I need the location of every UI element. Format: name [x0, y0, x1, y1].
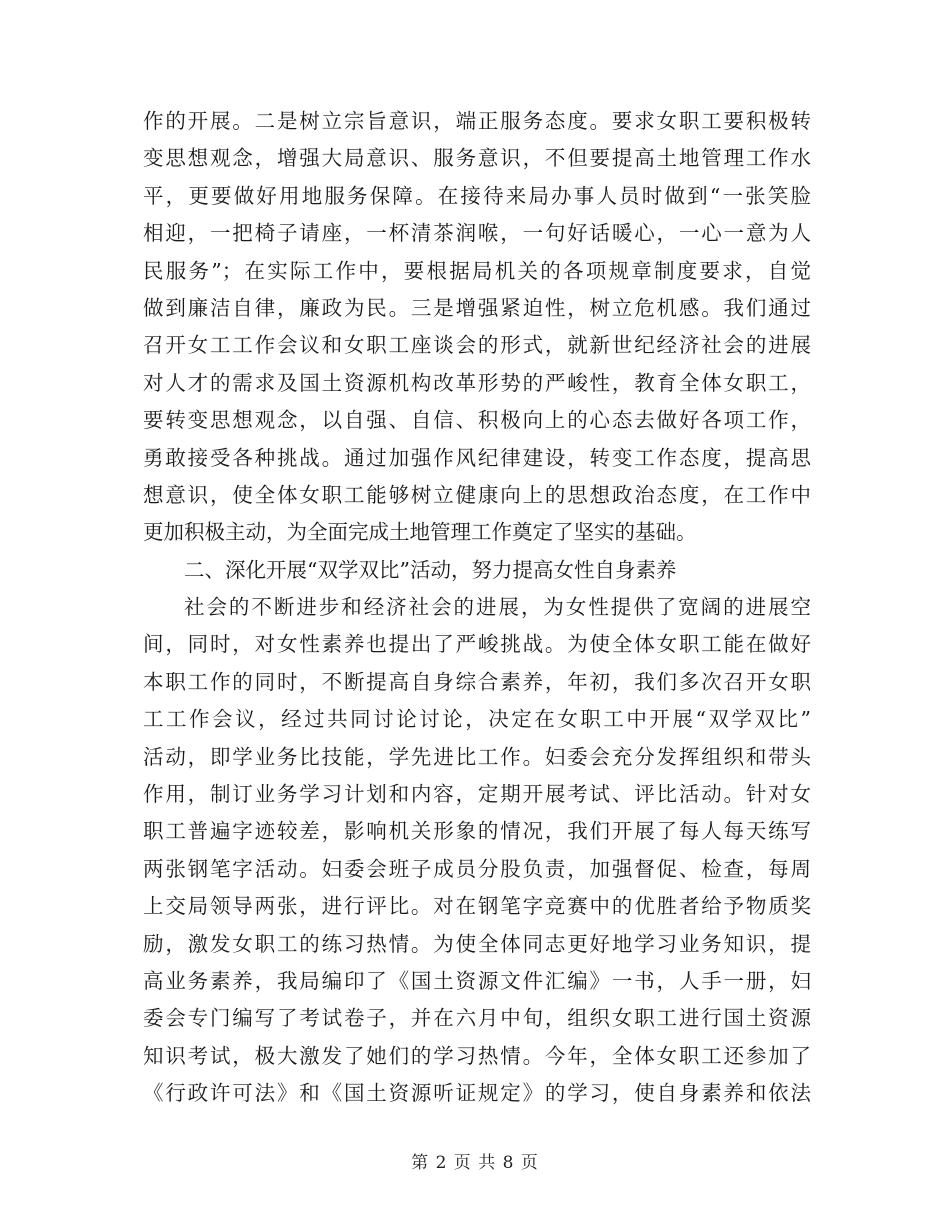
body-line: 本职工作的同时，不断提高自身综合素养，年初，我们多次召开女职 [143, 669, 811, 694]
body-line: 高业务素养，我局编印了《国土资源文件汇编》一书，人手一册，妇 [143, 968, 811, 993]
body-line: 励，激发女职工的练习热情。为使全体同志更好地学习业务知识，提 [143, 931, 811, 956]
body-line: 变思想观念，增强大局意识、服务意识，不但要提高土地管理工作水 [143, 146, 811, 171]
body-line: 职工普遍字迹较差，影响机关形象的情况，我们开展了每人每天练写 [143, 819, 811, 844]
body-line: 社会的不断进步和经济社会的进展，为女性提供了宽阔的进展空 [184, 595, 811, 620]
document-body [143, 103, 811, 1113]
body-line: 召开女工工作会议和女职工座谈会的形式，就新世纪经济社会的进展 [143, 333, 811, 358]
body-line: 民服务”；在实际工作中，要根据局机关的各项规章制度要求，自觉 [143, 258, 811, 283]
body-line: 工工作会议，经过共同讨论讨论，决定在女职工中开展“双学双比” [143, 707, 811, 732]
body-line: 两张钢笔字活动。妇委会班子成员分股负责，加强督促、检查，每周 [143, 856, 811, 881]
body-line: 上交局领导两张，进行评比。对在钢笔字竞赛中的优胜者给予物质奖 [143, 894, 811, 919]
page-number-footer: 第 2 页 共 8 页 [411, 1153, 539, 1173]
section-heading: 二、深化开展“双学双比”活动，努力提高女性自身素养 [184, 557, 677, 582]
body-line: 想意识，使全体女职工能够树立健康向上的思想政治态度，在工作中 [143, 482, 811, 507]
body-line: 更加积极主动，为全面完成土地管理工作奠定了坚实的基础。 [143, 520, 697, 545]
body-line: 活动，即学业务比技能，学先进比工作。妇委会充分发挥组织和带头 [143, 744, 811, 769]
body-line: 《行政许可法》和《国土资源听证规定》的学习，使自身素养和依法 [143, 1081, 811, 1106]
body-line: 做到廉洁自律，廉政为民。三是增强紧迫性，树立危机感。我们通过 [143, 295, 811, 320]
body-line: 平，更要做好用地服务保障。在接待来局办事人员时做到“一张笑脸 [143, 183, 811, 208]
body-line: 间，同时，对女性素养也提出了严峻挑战。为使全体女职工能在做好 [143, 632, 811, 657]
body-line: 相迎，一把椅子请座，一杯清茶润喉，一句好话暖心，一心一意为人 [143, 221, 811, 246]
body-line: 作的开展。二是树立宗旨意识，端正服务态度。要求女职工要积极转 [143, 109, 811, 133]
body-line: 作用，制订业务学习计划和内容，定期开展考试、评比活动。针对女 [143, 782, 811, 807]
body-line: 委会专门编写了考试卷子，并在六月中旬，组织女职工进行国土资源 [143, 1006, 811, 1031]
body-line: 勇敢接受各种挑战。通过加强作风纪律建设，转变工作态度，提高思 [143, 445, 811, 470]
body-line: 对人才的需求及国土资源机构改革形势的严峻性，教育全体女职工， [143, 370, 811, 395]
body-line: 知识考试，极大激发了她们的学习热情。今年，全体女职工还参加了 [143, 1043, 811, 1068]
body-line: 要转变思想观念，以自强、自信、积极向上的心态去做好各项工作， [143, 408, 811, 433]
